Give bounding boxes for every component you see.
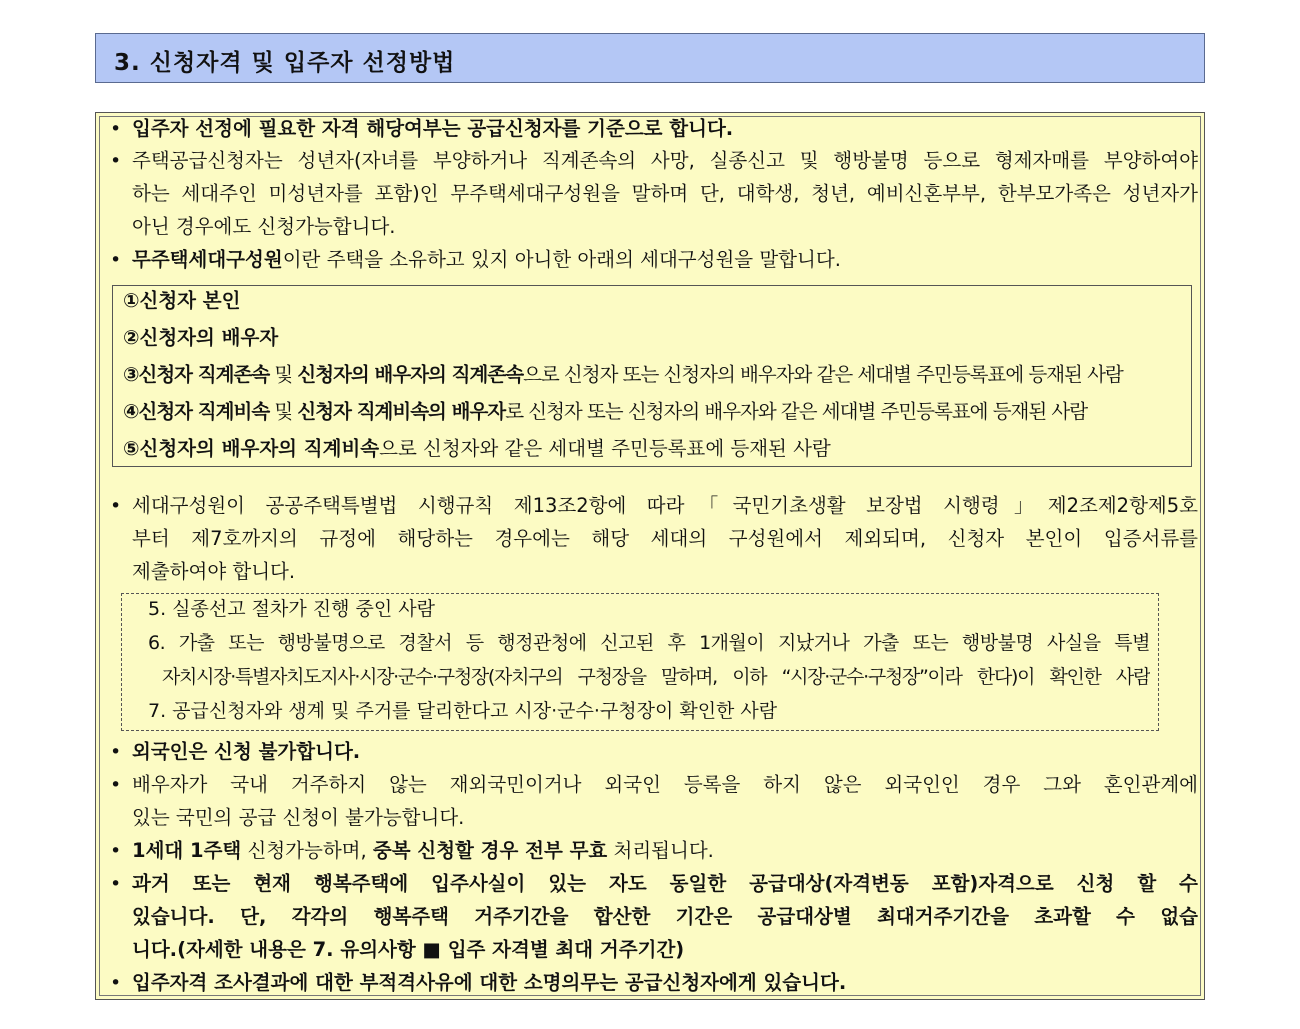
member-3-term-b: 신청자의 배우자의 직계존속 — [297, 363, 524, 386]
bullet-adult-definition-line3: 아닌 경우에도 신청가능합니다. — [132, 215, 396, 238]
member-3-desc: 으로 신청자 또는 신청자의 배우자와 같은 세대별 주민등록표에 등재된 사람 — [523, 363, 1123, 386]
bullet-marker: • — [110, 774, 122, 796]
homeless-member-term: 무주택세대구성원 — [132, 248, 283, 271]
one-house-tail: 처리됩니다. — [607, 839, 714, 862]
bullet-burden-of-proof: 입주자격 조사결과에 대한 부적격사유에 대한 소명의무는 공급신청자에게 있습니다. — [132, 971, 847, 994]
member-4-and: 및 — [269, 400, 298, 423]
bullet-marker: • — [110, 972, 122, 994]
eligibility-content-box — [95, 112, 1205, 1000]
member-5-desc: 으로 신청자와 같은 세대별 주민등록표에 등재된 사람 — [379, 437, 831, 460]
member-item-5 — [123, 436, 1183, 462]
bullet-exclusion-line1: 세대구성원이 공공주택특별법 시행규칙 제13조2항에 따라「국민기초생활 보장법 시행령」제2조제2항제5호 — [132, 494, 1198, 517]
section-title: 3. 신청자격 및 입주자 선정방법 — [114, 50, 456, 76]
one-house-desc: 신청가능하며, — [241, 839, 373, 862]
member-item-1: ①신청자 본인 — [123, 289, 241, 312]
member-3-and: 및 — [269, 363, 298, 386]
bullet-homeless-member — [132, 247, 1198, 273]
member-4-desc: 로 신청자 또는 신청자의 배우자와 같은 세대별 주민등록표에 등재된 사람 — [505, 400, 1088, 423]
member-item-2: ②신청자의 배우자 — [123, 326, 279, 349]
bullet-one-house — [132, 838, 1198, 864]
bullet-marker: • — [110, 741, 122, 763]
bullet-marker: • — [110, 840, 122, 862]
homeless-member-desc: 이란 주택을 소유하고 있지 아니한 아래의 세대구성원을 말합니다. — [282, 248, 841, 271]
bullet-past-resident-line3: 니다.(자세한 내용은 7. 유의사항 ■ 입주 자격별 최대 거주기간) — [132, 938, 685, 961]
bullet-past-resident-line1: 과거 또는 현재 행복주택에 입주사실이 있는 자도 동일한 공급대상(자격변동 포함)자격으로 신청 할 수 — [132, 872, 1198, 895]
one-house-term: 1세대 1주택 — [132, 839, 242, 862]
exclusion-item-6-line2: 자치시장·특별자치도지사·시장·군수·구청장(자치구의 구청장을 말하며, 이하 “시장·군수·구청장”이라 한다)이 확인한 사람 — [162, 666, 1150, 688]
bullet-applicant-basis: 입주자 선정에 필요한 자격 해당여부는 공급신청자를 기준으로 합니다. — [132, 117, 734, 140]
exclusion-item-7: 7. 공급신청자와 생계 및 주거를 달리한다고 시장·군수·구청장이 확인한 사람 — [148, 700, 778, 722]
member-item-3 — [123, 362, 1183, 388]
bullet-marker: • — [110, 118, 122, 140]
bullet-adult-definition-line1: 주택공급신청자는 성년자(자녀를 부양하거나 직계존속의 사망, 실종신고 및 행방불명 등으로 형제자매를 부양하여야 — [132, 149, 1198, 172]
bullet-marker: • — [110, 495, 122, 517]
household-member-list — [112, 285, 1192, 467]
bullet-spouse-abroad-line1: 배우자가 국내 거주하지 않는 재외국민이거나 외국인 등록을 하지 않은 외국인인 경우 그와 혼인관계에 — [132, 773, 1198, 796]
member-4-term-b: 신청자 직계비속의 배우자 — [297, 400, 506, 423]
exclusion-item-5: 5. 실종선고 절차가 진행 중인 사람 — [148, 598, 435, 620]
bullet-adult-definition-line2: 하는 세대주인 미성년자를 포함)인 무주택세대구성원을 말하며 단, 대학생, 청년, 예비신혼부부, 한부모가족은 성년자가 — [132, 182, 1198, 205]
member-4-term-a: ④신청자 직계비속 — [123, 400, 270, 423]
member-5-term: ⑤신청자의 배우자의 직계비속 — [123, 437, 380, 460]
section-header — [95, 33, 1205, 83]
bullet-foreigner: 외국인은 신청 불가합니다. — [132, 740, 361, 763]
bullet-spouse-abroad-line2: 있는 국민의 공급 신청이 불가능합니다. — [132, 806, 465, 829]
bullet-exclusion-line3: 제출하여야 합니다. — [132, 560, 296, 583]
exclusion-list — [121, 593, 1159, 731]
bullet-exclusion-line2: 부터 제7호까지의 규정에 해당하는 경우에는 해당 세대의 구성원에서 제외되며, 신청자 본인이 입증서류를 — [132, 527, 1198, 550]
member-3-term-a: ③신청자 직계존속 — [123, 363, 270, 386]
bullet-marker: • — [110, 249, 122, 271]
duplicate-invalid-term: 중복 신청할 경우 전부 무효 — [372, 839, 608, 862]
bullet-marker: • — [110, 150, 122, 172]
bullet-past-resident-line2: 있습니다. 단, 각각의 행복주택 거주기간을 합산한 기간은 공급대상별 최대거주기간을 초과할 수 없습 — [132, 905, 1198, 928]
exclusion-item-6-line1: 6. 가출 또는 행방불명으로 경찰서 등 행정관청에 신고된 후 1개월이 지났거나 가출 또는 행방불명 사실을 특별 — [148, 632, 1150, 654]
bullet-marker: • — [110, 873, 122, 895]
member-item-4 — [123, 399, 1183, 425]
